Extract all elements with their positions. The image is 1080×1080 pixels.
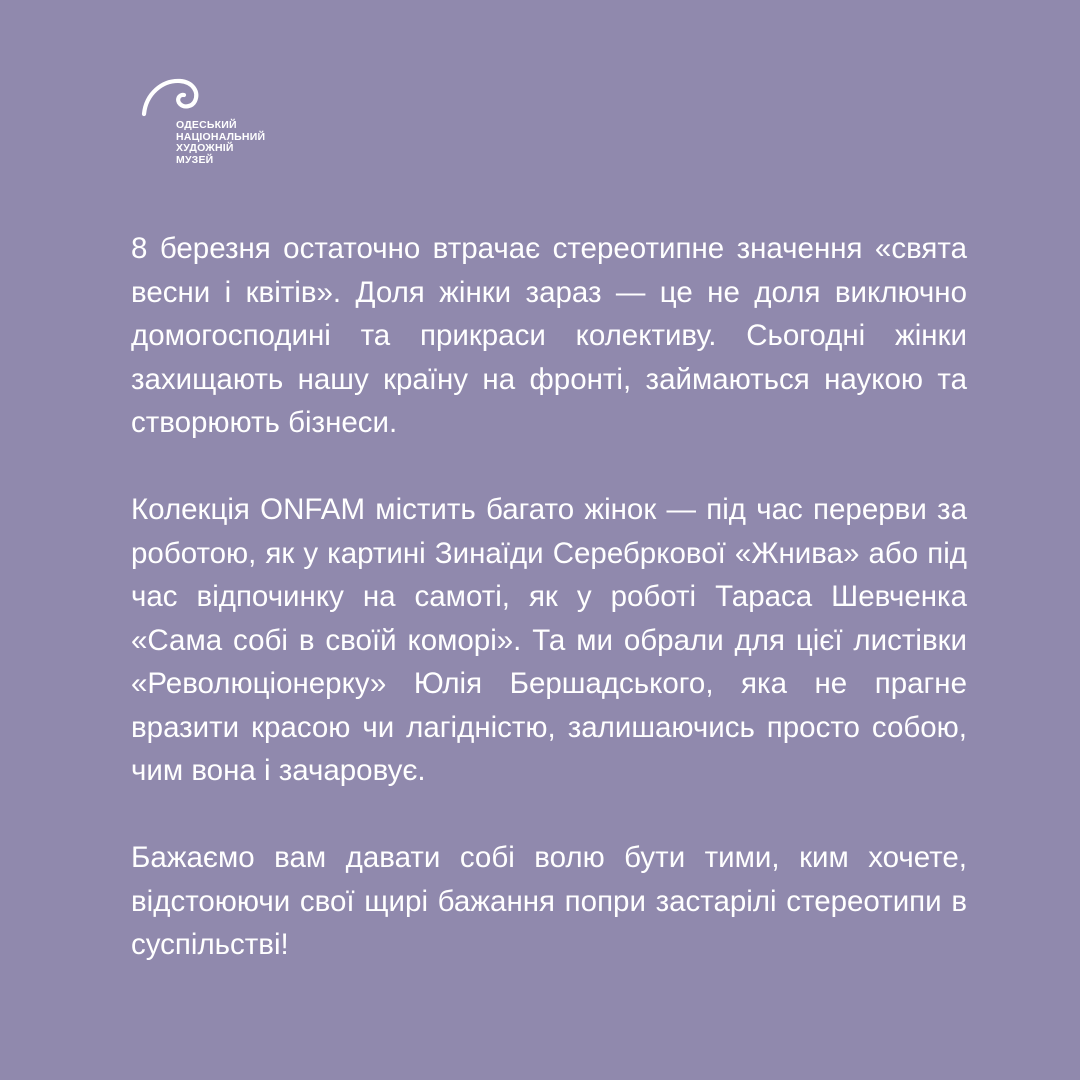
museum-name-line-1: ОДЕСЬКИЙ (176, 119, 237, 131)
spiral-wave-icon (140, 76, 204, 120)
museum-logo (140, 76, 320, 186)
paragraph-wishes: Бажаємо вам давати собі волю бути тими, ким хочете, відстоюючи свої щирі бажання попри застарілі стереотипи в суспільстві! (131, 841, 967, 961)
paragraph-intro: 8 березня остаточно втрачає стереотипне значення «свята весни і квітів». Доля жінки зараз — це не доля виключно домогосподині та прикраси колективу. Сьогодні жінки захищають нашу країну на фронті, займаються наукою та створюють бізнеси. (131, 232, 967, 439)
museum-name-line-4: МУЗЕЙ (176, 153, 214, 166)
museum-name-line-2: НАЦІОНАЛЬНИЙ (176, 130, 266, 143)
museum-name-line-3: ХУДОЖНІЙ (176, 142, 234, 154)
main-text (131, 227, 967, 967)
paragraph-collection: Колекція ONFAM містить багато жінок — під час перерви за роботою, як у картині Зинаїди Серебркової «Жнива» або під час відпочинку на самоті, як у роботі Тараса Шевченка «Сама собі в своїй коморі». Та ми обрали для цієї листівки «Революціонерку» Юлія Бершадського, яка не прагне вразити красою чи лагідністю, залишаючись просто собою, чим вона і зачаровує. (131, 493, 967, 787)
museum-name (176, 120, 265, 166)
